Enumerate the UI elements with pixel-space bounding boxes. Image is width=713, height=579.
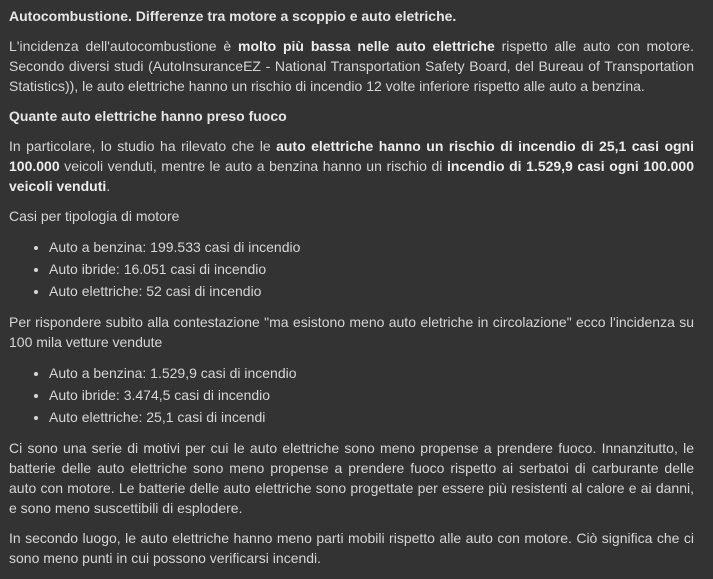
intro-text-end: rispetto alle auto con motore. Secondo diversi studi (AutoInsuranceEZ - National Transportation Safety Board, del Bureau of Transportation Statistics)), le auto elettriche hanno un rischio di incendio 12 volte inferiore rispetto alle auto a benzina. <box>9 38 694 94</box>
list-item: • Auto a benzina: 199.533 casi di incendio <box>49 236 694 258</box>
incidence-list <box>9 362 694 428</box>
list-item: • Auto ibride: 3.474,5 casi di incendio <box>49 384 694 406</box>
study-bold-electric: auto elettriche hanno un rischio di incendio di 25,1 casi ogni 100.000 <box>9 138 694 174</box>
list-item: • Auto elettriche: 52 casi di incendio <box>49 280 694 302</box>
study-text-3: . <box>106 178 111 194</box>
list-item: • Auto a benzina: 1.529,9 casi di incendio <box>49 362 694 384</box>
list-item: • Auto elettriche: 25,1 casi di incendi <box>49 406 694 428</box>
section-heading-fires: Quante auto elettriche hanno preso fuoco <box>9 108 287 124</box>
cases-list <box>9 236 694 302</box>
list-item: • Auto ibride: 16.051 casi di incendio <box>49 258 694 280</box>
section-heading-autocombustione: Autocombustione. Differenze tra motore a scoppio e auto eletriche. <box>9 8 457 24</box>
intro-paragraph <box>9 36 694 96</box>
study-text-1: In particolare, lo studio ha rilevato che le <box>9 138 277 154</box>
cases-by-engine-label: Casi per tipologia di motore <box>9 208 180 224</box>
reasons-paragraph: Ci sono una serie di motivi per cui le auto elettriche sono meno propense a prendere fuoco. Innanzitutto, le batterie delle auto elettriche sono meno propense a prendere fuoco rispetto ai serbatoi di carburante delle auto con motore. Le batterie delle auto elettriche sono progettate per essere più resistenti al calore e ai danni, e sono meno suscettibili di esplodere. <box>9 440 694 516</box>
study-paragraph <box>9 136 694 196</box>
study-bold-gasoline: incendio di 1.529,9 casi ogni 100.000 veicoli venduti <box>9 158 695 194</box>
intro-text-start: L'incidenza dell'autocombustione è <box>9 38 239 54</box>
study-text-2: veicoli venduti, mentre le auto a benzina hanno un rischio di <box>59 158 447 174</box>
incidence-paragraph: Per rispondere subito alla contestazione "ma esistono meno auto eletriche in circolazione" ecco l'incidenza su 100 mila vetture vendute <box>9 314 694 350</box>
intro-bold-text: molto più bassa nelle auto elettriche <box>238 38 495 54</box>
moving-parts-paragraph: In secondo luogo, le auto elettriche hanno meno parti mobili rispetto alle auto con motore. Ciò significa che ci sono meno punti in cui possono verificarsi incendi. <box>9 530 694 566</box>
